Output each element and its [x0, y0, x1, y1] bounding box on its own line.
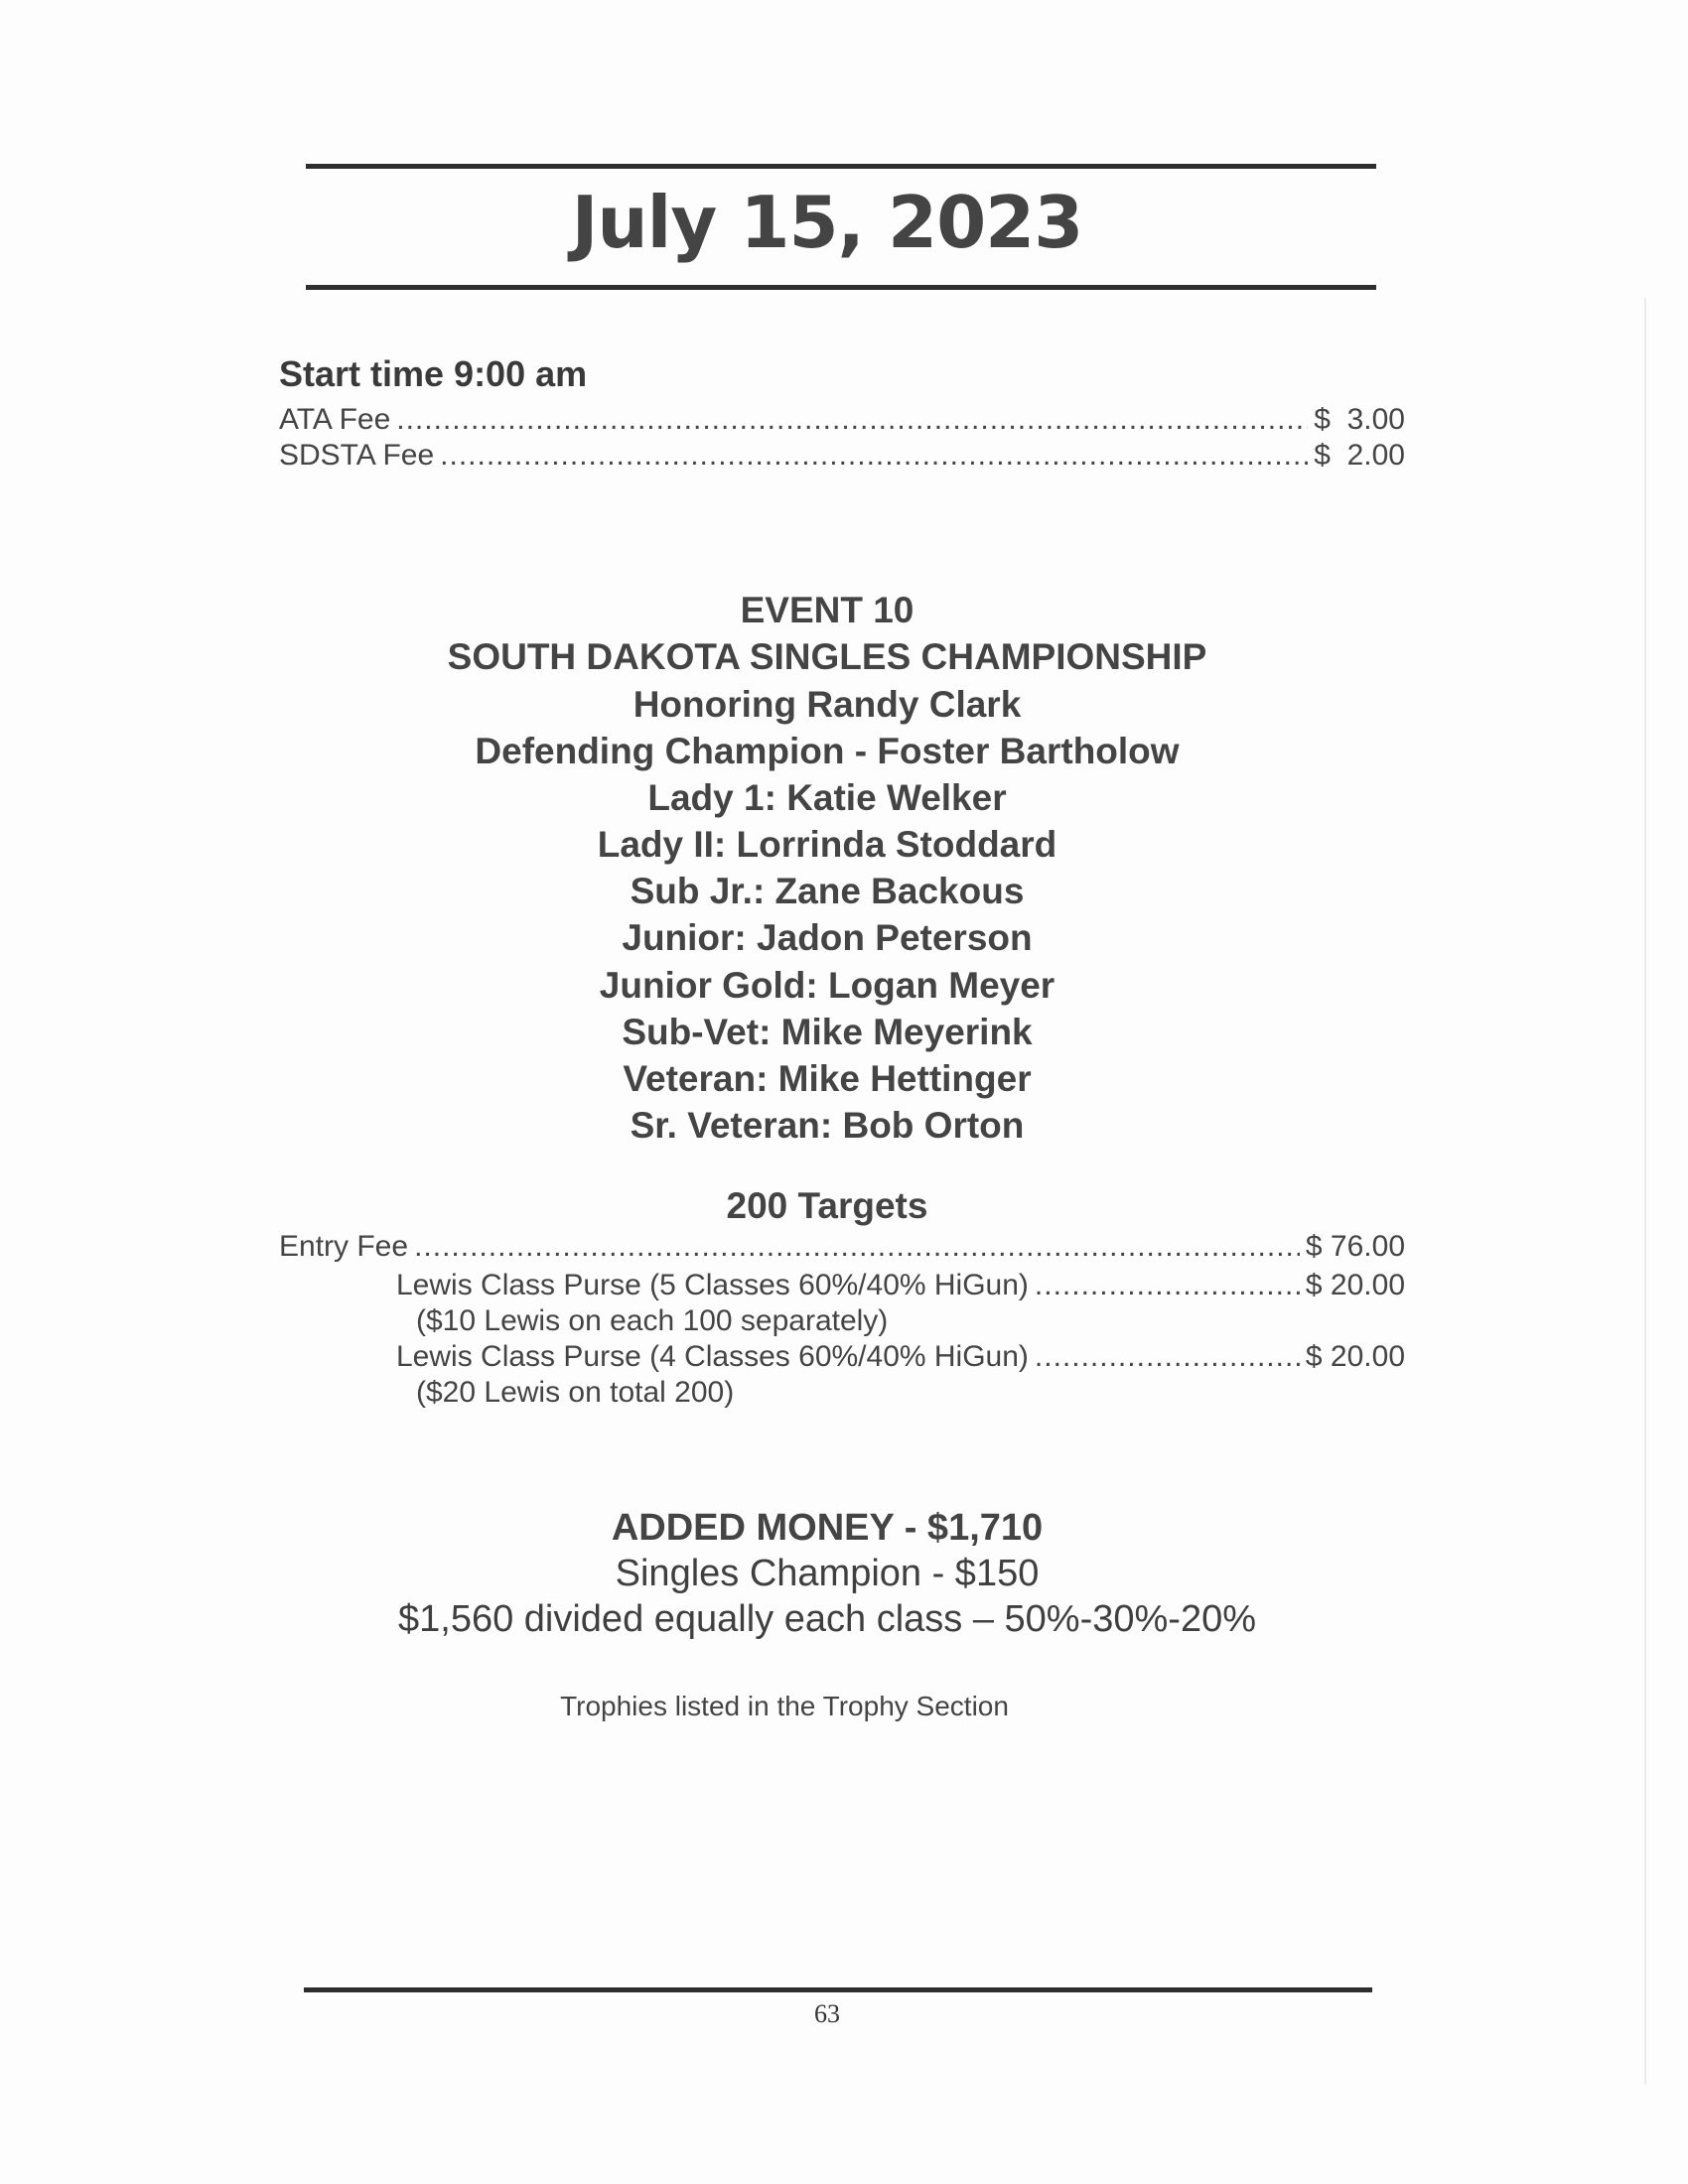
class-champion: Junior Gold: Logan Meyer — [599, 965, 1055, 1006]
fee-label: ATA Fee — [279, 403, 391, 436]
class-champion: Lady II: Lorrinda Stoddard — [597, 824, 1057, 865]
event-name: SOUTH DAKOTA SINGLES CHAMPIONSHIP — [447, 636, 1207, 677]
singles-champion-prize: Singles Champion - $150 — [615, 1553, 1040, 1594]
purse-label: Lewis Class Purse (5 Classes 60%/40% HiGun) — [396, 1269, 1029, 1301]
class-champion: Sub-Vet: Mike Meyerink — [622, 1012, 1033, 1052]
targets-heading: 200 Targets — [726, 1185, 928, 1226]
fee-row-ata — [279, 403, 1405, 437]
fee-row-sdsta — [279, 439, 1405, 473]
purse-label: Lewis Class Purse (4 Classes 60%/40% HiGun) — [396, 1340, 1029, 1373]
class-champion: Sr. Veteran: Bob Orton — [630, 1105, 1025, 1146]
class-champion: Lady 1: Katie Welker — [647, 777, 1007, 818]
purse-row — [396, 1340, 1405, 1374]
class-division: $1,560 divided equally each class – 50%-30%-20% — [398, 1598, 1256, 1640]
purse-amount: $ 20.00 — [1305, 1269, 1405, 1301]
purse-note: ($20 Lewis on total 200) — [416, 1376, 735, 1409]
purse-note: ($10 Lewis on each 100 separately) — [416, 1304, 889, 1337]
class-champion: Veteran: Mike Hettinger — [623, 1058, 1032, 1099]
leader-dots — [1035, 1340, 1300, 1374]
fee-amount: $ 2.00 — [1314, 439, 1405, 472]
header-bottom-rule — [306, 285, 1376, 290]
fee-amount: $ 3.00 — [1314, 403, 1405, 436]
added-money-heading: ADDED MONEY - $1,710 — [611, 1507, 1044, 1549]
leader-dots — [396, 403, 1308, 437]
page-title: July 15, 2023 — [571, 181, 1083, 264]
leader-dots — [440, 439, 1308, 473]
start-time: Start time 9:00 am — [279, 353, 588, 394]
purse-row — [396, 1269, 1405, 1302]
header-top-rule — [306, 164, 1376, 169]
fee-label: Entry Fee — [279, 1230, 409, 1263]
footer-rule — [304, 1987, 1372, 1992]
fee-label: SDSTA Fee — [279, 439, 435, 472]
trophies-note: Trophies listed in the Trophy Section — [560, 1691, 1009, 1721]
leader-dots — [414, 1230, 1300, 1264]
fee-amount: $ 76.00 — [1305, 1230, 1405, 1263]
entry-fee-row — [279, 1230, 1405, 1264]
defending-champion: Defending Champion - Foster Bartholow — [475, 731, 1180, 771]
event-number: EVENT 10 — [740, 590, 914, 630]
class-champion: Junior: Jadon Peterson — [622, 917, 1033, 958]
class-champion: Sub Jr.: Zane Backous — [630, 871, 1025, 911]
leader-dots — [1035, 1269, 1300, 1302]
purse-amount: $ 20.00 — [1305, 1340, 1405, 1373]
event-honoree: Honoring Randy Clark — [633, 684, 1022, 725]
page-number: 63 — [814, 1999, 840, 2028]
